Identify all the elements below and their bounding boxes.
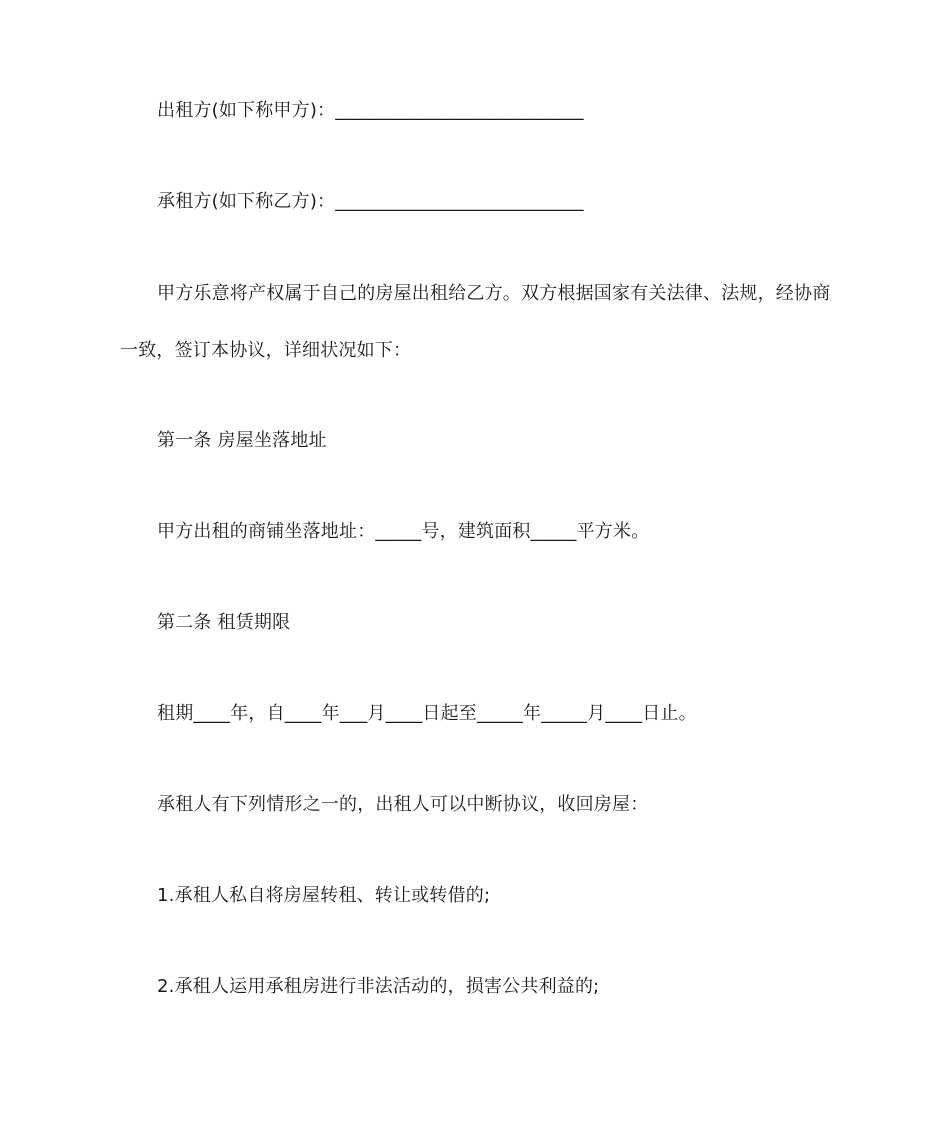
lessee-line: 承租方(如下称乙方)：___________________________ [157, 191, 584, 212]
intro-paragraph-line-1: 甲方乐意将产权属于自己的房屋出租给乙方。双方根据国家有关法律、法规，经协商 [157, 283, 831, 304]
termination-clause-1: 1.承租人私自将房屋转租、转让或转借的; [157, 885, 491, 906]
termination-intro-line: 承租人有下列情形之一的，出租人可以中断协议，收回房屋： [157, 794, 649, 815]
article-1-heading: 第一条 房屋坐落地址 [157, 430, 327, 451]
intro-paragraph-line-2: 一致，签订本协议，详细状况如下： [120, 340, 412, 361]
lease-term-line: 租期____年，自____年___月____日起至_____年_____月____日止。 [157, 703, 697, 724]
property-address-line: 甲方出租的商铺坐落地址：_____号，建筑面积_____平方米。 [157, 521, 650, 542]
termination-clause-2: 2.承租人运用承租房进行非法活动的，损害公共利益的; [157, 976, 600, 997]
lessor-line: 出租方(如下称甲方)：___________________________ [157, 100, 584, 121]
article-2-heading: 第二条 租赁期限 [157, 612, 291, 633]
